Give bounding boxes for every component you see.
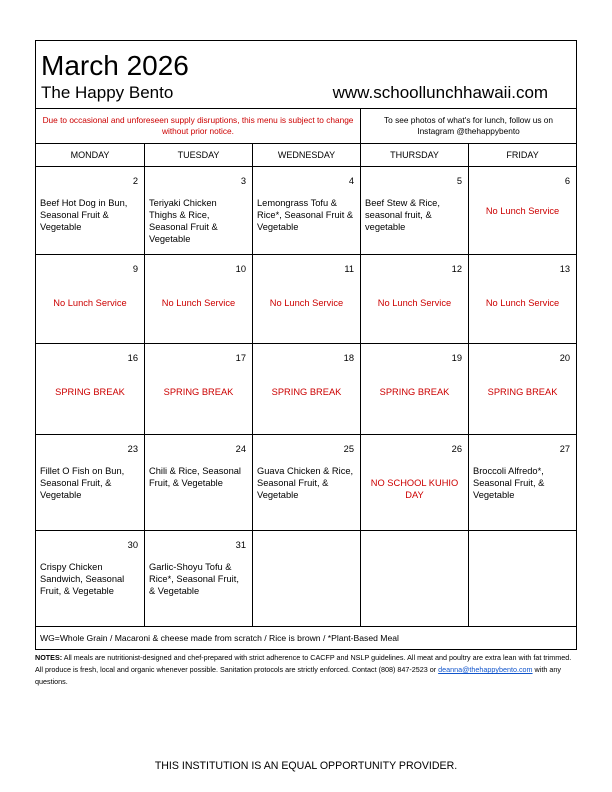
empty-day-cell — [469, 531, 577, 627]
website-link[interactable]: www.schoollunchhawaii.com — [332, 83, 549, 102]
spring-break-notice: SPRING BREAK — [163, 387, 234, 397]
no-service-notice: No Lunch Service — [53, 298, 127, 308]
day-cell — [36, 167, 145, 255]
date-number: 30 — [127, 540, 138, 550]
date-number: 24 — [235, 444, 246, 454]
day-cell — [36, 531, 145, 627]
date-number: 2 — [132, 176, 138, 186]
empty-day-cell — [253, 531, 361, 627]
contact-email-link[interactable]: deanna@thehappybento.com — [438, 665, 533, 674]
meal-text: Garlic-Shoyu Tofu & Rice*, Seasonal Fruit, & Vegetable — [149, 562, 239, 596]
no-service-notice: No Lunch Service — [485, 206, 560, 216]
day-header-wednesday: WEDNESDAY — [253, 144, 361, 167]
day-cell — [253, 435, 361, 531]
week-row-2 — [36, 255, 577, 344]
meal-text: Crispy Chicken Sandwich, Seasonal Fruit, & Vegetable — [40, 562, 125, 596]
meal-text: Beef Hot Dog in Bun, Seasonal Fruit & Vegetable — [40, 198, 128, 232]
spring-break-notice: SPRING BREAK — [379, 387, 450, 397]
date-number: 20 — [559, 353, 571, 363]
date-number: 10 — [235, 264, 246, 274]
day-cell — [469, 344, 577, 435]
brand-name: The Happy Bento — [41, 83, 174, 102]
date-number: 19 — [451, 353, 462, 363]
date-number: 12 — [451, 264, 462, 274]
day-cell — [36, 255, 145, 344]
notes-body: All meals are nutritionist-designed and chef-prepared with strict adherence to CACFP and NSLP guidelines. All meat and poultry are extra lean with fat trimmed. All produce is fresh, local and organic whenever possible. Sanitation protocols are strictly enforced. Contact (808) 847-2523 or — [35, 653, 572, 674]
equal-opportunity-footer: THIS INSTITUTION IS AN EQUAL OPPORTUNITY PROVIDER. — [154, 760, 458, 772]
day-cell — [145, 255, 253, 344]
lunch-calendar — [35, 40, 577, 650]
week-row-4 — [36, 435, 577, 531]
date-number: 25 — [343, 444, 354, 454]
day-cell — [36, 344, 145, 435]
no-service-notice: No Lunch Service — [377, 298, 452, 308]
date-number: 18 — [343, 353, 354, 363]
no-service-notice: No Lunch Service — [485, 298, 560, 308]
empty-day-cell — [361, 531, 469, 627]
meal-text: Chili & Rice, Seasonal Fruit, & Vegetable — [149, 466, 241, 488]
meal-text: Fillet O Fish on Bun, Seasonal Fruit, & Vegetable — [40, 466, 125, 500]
meal-text: Guava Chicken & Rice, Seasonal Fruit, & Vegetable — [257, 466, 354, 500]
day-cell — [469, 435, 577, 531]
day-header-friday: FRIDAY — [469, 144, 577, 167]
notes-tail: with any questions. — [35, 665, 561, 686]
day-cell — [469, 255, 577, 344]
day-cell — [145, 344, 253, 435]
meal-text: Broccoli Alfredo*, Seasonal Fruit, & Vegetable — [473, 466, 545, 500]
meal-text: Beef Stew & Rice, seasonal fruit, & vegetable — [365, 198, 440, 232]
day-cell — [361, 167, 469, 255]
week-row-1 — [36, 167, 577, 255]
month-title: March 2026 — [41, 50, 189, 81]
no-service-notice: No Lunch Service — [161, 298, 236, 308]
date-number: 27 — [559, 444, 571, 454]
date-number: 17 — [235, 353, 246, 363]
supply-notice: Due to occasional and unforeseen supply disruptions, this menu is subject to change without prior notice. — [36, 109, 361, 144]
date-number: 31 — [235, 540, 246, 550]
spring-break-notice: SPRING BREAK — [487, 387, 558, 397]
date-number: 6 — [564, 176, 571, 186]
date-number: 11 — [344, 264, 354, 274]
date-number: 9 — [132, 264, 138, 274]
meal-text: Lemongrass Tofu & Rice*, Seasonal Fruit & Vegetable — [257, 198, 354, 232]
date-number: 3 — [240, 176, 246, 186]
day-cell — [361, 255, 469, 344]
week-row-5 — [36, 531, 577, 627]
menu-legend: WG=Whole Grain / Macaroni & cheese made from scratch / Rice is brown / *Plant-Based Meal — [36, 627, 577, 650]
spring-break-notice: SPRING BREAK — [271, 387, 342, 397]
date-number: 5 — [456, 176, 462, 186]
week-row-3 — [36, 344, 577, 435]
meal-text: Teriyaki Chicken Thighs & Rice, Seasonal Fruit & Vegetable — [149, 198, 218, 244]
day-cell — [253, 255, 361, 344]
spring-break-notice: SPRING BREAK — [55, 387, 125, 397]
day-header-thursday: THURSDAY — [361, 144, 469, 167]
day-header-tuesday: TUESDAY — [145, 144, 253, 167]
day-cell — [253, 167, 361, 255]
day-cell — [145, 531, 253, 627]
notes-block — [35, 652, 579, 688]
day-cell — [145, 435, 253, 531]
day-cell — [253, 344, 361, 435]
instagram-notice: To see photos of what's for lunch, follow us on Instagram @thehappybento — [361, 109, 577, 144]
date-number: 26 — [451, 444, 462, 454]
day-cell — [145, 167, 253, 255]
date-number: 13 — [559, 264, 571, 274]
date-number: 4 — [348, 176, 354, 186]
holiday-notice: NO SCHOOL KUHIO DAY — [370, 478, 459, 500]
day-cell — [361, 435, 469, 531]
date-number: 16 — [127, 353, 138, 363]
day-cell — [469, 167, 577, 255]
notes-label: NOTES: — [35, 653, 63, 662]
date-number: 23 — [127, 444, 138, 454]
title-block — [36, 41, 577, 109]
day-cell — [361, 344, 469, 435]
day-header-monday: MONDAY — [36, 144, 145, 167]
no-service-notice: No Lunch Service — [269, 298, 344, 308]
day-cell — [36, 435, 145, 531]
